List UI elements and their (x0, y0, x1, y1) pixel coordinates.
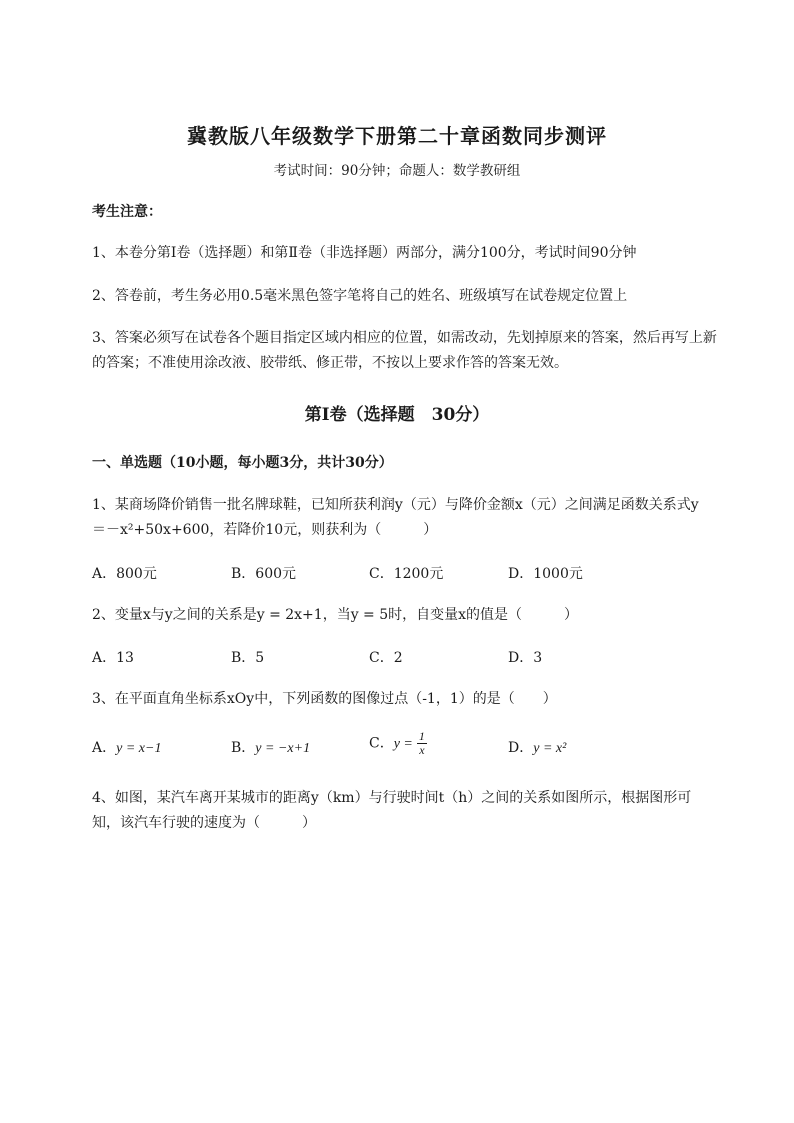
section-title: 第Ⅰ卷（选择题 30分） (304, 405, 490, 425)
question-3-option-a (92, 737, 161, 757)
question-2-option-c: C．2 (369, 650, 403, 666)
question-4-line-2: 知，该汽车行驶的速度为（ ） (92, 815, 316, 831)
exam-info: 考试时间：90分钟；命题人：数学教研组 (273, 163, 521, 179)
notice-item-2: 2、答卷前，考生务必用0.5毫米黑色签字笔将自己的姓名、班级填写在试卷规定位置上 (92, 288, 628, 304)
notice-item-3-cont: 的答案；不准使用涂改液、胶带纸、修正带，不按以上要求作答的答案无效。 (92, 355, 568, 371)
question-2-line-1: 2、变量x与y之间的关系是y = 2x+1，当y = 5时，自变量x的值是（ ） (92, 607, 579, 623)
notice-heading: 考生注意： (92, 204, 162, 220)
part-title: 一、单选题（10小题，每小题3分，共计30分） (92, 455, 393, 471)
option-formula: y = (393, 736, 413, 752)
option-letter: D． (508, 740, 534, 756)
question-1-option-d: D．1000元 (508, 566, 583, 582)
question-1-option-c: C．1200元 (369, 566, 444, 582)
question-3-option-b (231, 737, 310, 757)
question-4-line-1: 4、如图，某汽车离开某城市的距离y（km）与行驶时间t（h）之间的关系如图所示，根据图形可 (92, 790, 692, 806)
question-2-option-d: D．3 (508, 650, 543, 666)
notice-item-3: 3、答案必须写在试卷各个题目指定区域内相应的位置，如需改动，先划掉原来的答案，然后再写上新 (92, 330, 717, 346)
option-letter: C． (369, 735, 394, 752)
notice-item-1: 1、本卷分第Ⅰ卷（选择题）和第Ⅱ卷（非选择题）两部分，满分100分，考试时间90分钟 (92, 245, 637, 261)
question-1-option-b: B．600元 (231, 566, 297, 582)
option-letter: A． (92, 740, 117, 756)
option-letter: B． (231, 740, 256, 756)
question-3-option-d (508, 737, 566, 757)
option-formula: y = x² (533, 741, 567, 756)
fraction-denominator: x (419, 743, 425, 758)
question-3-line-1: 3、在平面直角坐标系xOy中，下列函数的图像过点（-1，1）的是（ ） (92, 691, 557, 707)
fraction-numerator: 1 (418, 729, 425, 743)
question-1-option-a: A．800元 (92, 566, 157, 582)
page-title: 冀教版八年级数学下册第二十章函数同步测评 (187, 124, 607, 148)
question-1-line-1: 1、某商场降价销售一批名牌球鞋，已知所获利润y（元）与降价金额x（元）之间满足函数关系式y (92, 497, 699, 513)
fraction (417, 730, 427, 757)
question-1-line-2: ＝－x²+50x+600，若降价10元，则获利为（ ） (92, 522, 438, 538)
option-formula: y = x−1 (116, 741, 162, 756)
question-2-option-b: B．5 (231, 650, 265, 666)
question-2-option-a: A．13 (92, 650, 134, 666)
option-formula: y = −x+1 (255, 741, 311, 756)
question-3-option-c (369, 730, 427, 757)
